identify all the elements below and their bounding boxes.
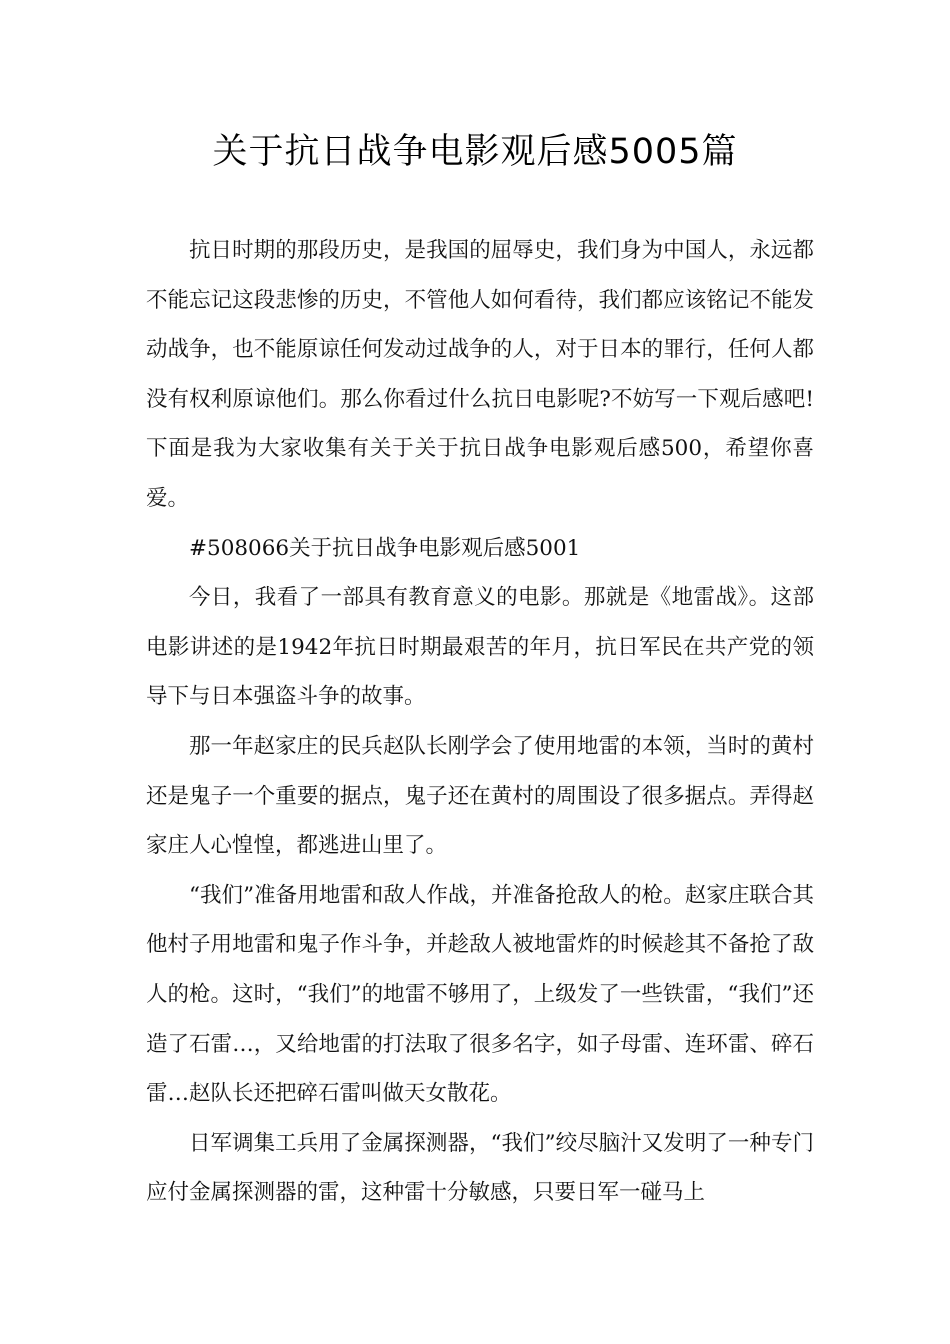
paragraph-zhaojiazhuang: 那一年赵家庄的民兵赵队长刚学会了使用地雷的本领，当时的黄村还是鬼子一个重要的据点，鬼子还在黄村的周围设了很多据点。弄得赵家庄人心惶惶，都逃进山里了。 [146,733,814,859]
paragraph-metal-detector: 日军调集工兵用了金属探测器，“我们”绞尽脑汁又发明了一种专门应付金属探测器的雷，这种雷十分敏感，只要日军一碰马上 [146,1130,814,1206]
paragraph-movie-intro: 今日，我看了一部具有教育意义的电影。那就是《地雷战》。这部电影讲述的是1942年抗日时期最艰苦的年月，抗日军民在共产党的领导下与日本强盗斗争的故事。 [146,585,814,710]
paragraph-intro: 抗日时期的那段历史，是我国的屈辱史，我们身为中国人，永远都不能忘记这段悲惨的历史，不管他人如何看待，我们都应该铭记不能发动战争，也不能原谅任何发动过战争的人，对于日本的罪行，任何人都没有权利原谅他们。那么你看过什么抗日电影呢?不妨写一下观后感吧!下面是我为大家收集有关于关于抗日战争电影观后感500，希望你喜爱。 [146,238,814,511]
paragraph-mine-warfare: “我们”准备用地雷和敌人作战，并准备抢敌人的枪。赵家庄联合其他村子用地雷和鬼子作斗争，并趁敌人被地雷炸的时候趁其不备抢了敌人的枪。这时，“我们”的地雷不够用了，上级发了一些铁雷，“我们”还造了石雷…，又给地雷的打法取了很多名字，如子母雷、连环雷、碎石雷…赵队长还把碎石雷叫做天女散花。 [146,882,814,1107]
document-body [146,226,814,1218]
document-title: 关于抗日战争电影观后感5005篇 [212,132,738,172]
paragraph-section-heading: #508066关于抗日战争电影观后感5001 [189,535,581,561]
